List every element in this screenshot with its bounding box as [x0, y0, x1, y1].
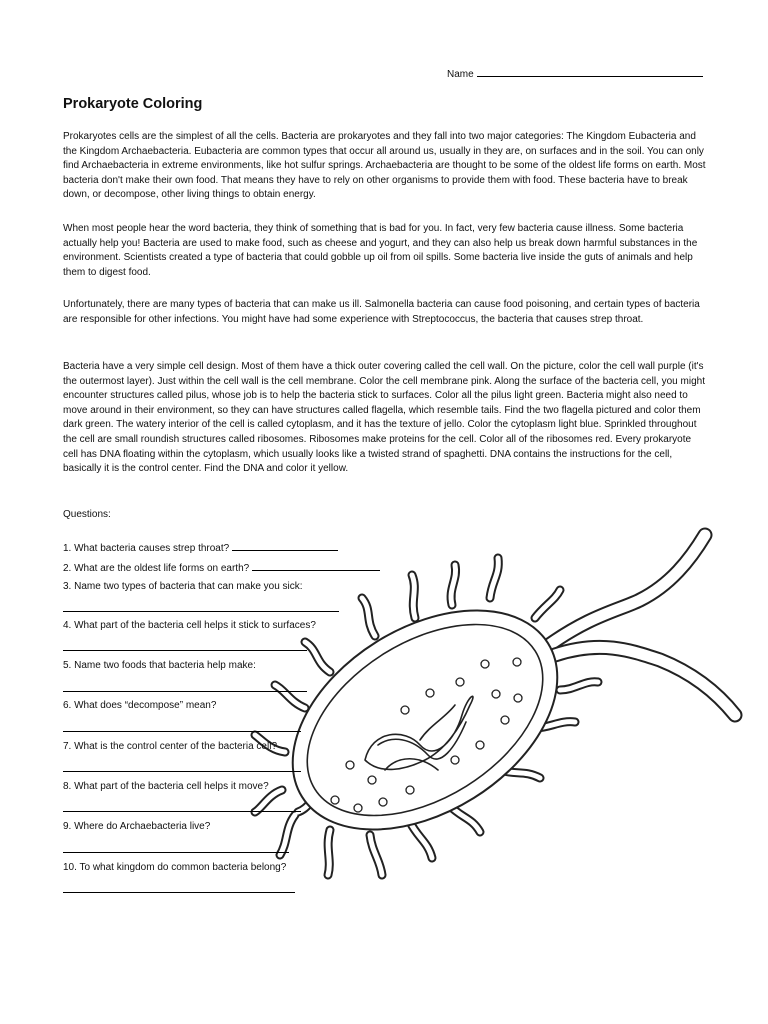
question-8: 8. What part of the bacteria cell helps it move?	[63, 781, 269, 792]
question-4: 4. What part of the bacteria cell helps it stick to surfaces?	[63, 620, 316, 631]
question-7: 7. What is the control center of the bacteria cell?	[63, 741, 277, 752]
question-9: 9. Where do Archaebacteria live?	[63, 821, 211, 832]
paragraph-helpful-bacteria: When most people hear the word bacteria, they think of something that is bad for you. In fact, very few bacteria cause illness. Some bacteria actually help you! Bacteria are used to make food, such as cheese and yogurt, and they can also help us break down harmful substances in the environment. Scientists created a type of bacteria that could gobble up oil from oil spills. Some bacteria live inside the guts of animals and help them to digest food.	[63, 223, 698, 278]
question-1: 1. What bacteria causes strep throat?	[63, 541, 338, 554]
question-10: 10. To what kingdom do common bacteria belong?	[63, 862, 287, 873]
paragraph-intro: Prokaryotes cells are the simplest of all the cells. Bacteria are prokaryotes and they fall into two major categories: The Kingdom Eubacteria and the Kingdom Archaebacteria. Eubacteria are common types that occur all around us, usually in they are, on surfaces and in the soil. You can only find Archaebacteria in extreme environments, like hot sulfur springs. Archaebacteria are thought to be some of the oldest life forms on earth. Most bacteria don't make their own food. That means they have to rely on other organisms to provide them with food. These bacteria have to break down, or decompose, other living things to obtain energy.	[63, 131, 706, 201]
answer-line-3[interactable]	[63, 611, 339, 612]
question-5: 5. Name two foods that bacteria help make:	[63, 660, 256, 671]
answer-line-6[interactable]	[63, 731, 301, 732]
flagellum-upper-icon	[545, 535, 705, 648]
name-blank[interactable]	[477, 67, 703, 77]
answer-line-9[interactable]	[63, 852, 289, 853]
answer-line-7[interactable]	[63, 771, 301, 772]
paragraph-harmful-bacteria: Unfortunately, there are many types of bacteria that can make us ill. Salmonella bacteria can cause food poisoning, and certain types of bacteria are responsible for other infections. You might have had some experience with Streptococcus, the bacteria that causes strep throat.	[63, 299, 700, 325]
question-2: 2. What are the oldest life forms on earth?	[63, 561, 380, 574]
paragraph-cell-design: Bacteria have a very simple cell design. Most of them have a thick outer covering called the cell wall. On the picture, color the cell wall purple (it's the outermost layer). Just within the cell wall is the cell membrane. Color the cell membrane pink. Along the surface of the bacteria cell, you might encounter structures called pilus, whose job is to help the bacteria stick to surfaces. Color all the pilus light green. Bacteria might also need to move around in their environment, so they can have structures called flagella, which resemble tails. Find the two flagella pictured and color them dark green. The watery interior of the cell is called cytoplasm, and it has the texture of jello. Color the cytoplasm light blue. Sprinkled throughout the cell are small roundish structures called ribosomes. Ribosomes make proteins for the cell. Color all of the ribosomes red. Every prokaryote cell has DNA floating within the cytoplasm, which usually looks like a twisted strand of spaghetti. DNA contains the instructions for the cell, basically it is the control center. Find the DNA and color it yellow.	[63, 361, 705, 475]
worksheet-title: Prokaryote Coloring	[63, 96, 203, 112]
answer-blank-1[interactable]	[232, 541, 338, 551]
bacteria-cell-illustration	[250, 520, 750, 920]
name-label: Name	[447, 69, 474, 80]
questions-heading: Questions:	[63, 509, 111, 520]
question-6: 6. What does “decompose” mean?	[63, 700, 217, 711]
answer-line-4[interactable]	[63, 650, 307, 651]
answer-line-5[interactable]	[63, 691, 307, 692]
answer-line-8[interactable]	[63, 811, 301, 812]
name-field[interactable]	[447, 67, 703, 80]
answer-line-10[interactable]	[63, 892, 295, 893]
answer-blank-2[interactable]	[252, 561, 380, 571]
question-3: 3. Name two types of bacteria that can make you sick:	[63, 581, 303, 592]
